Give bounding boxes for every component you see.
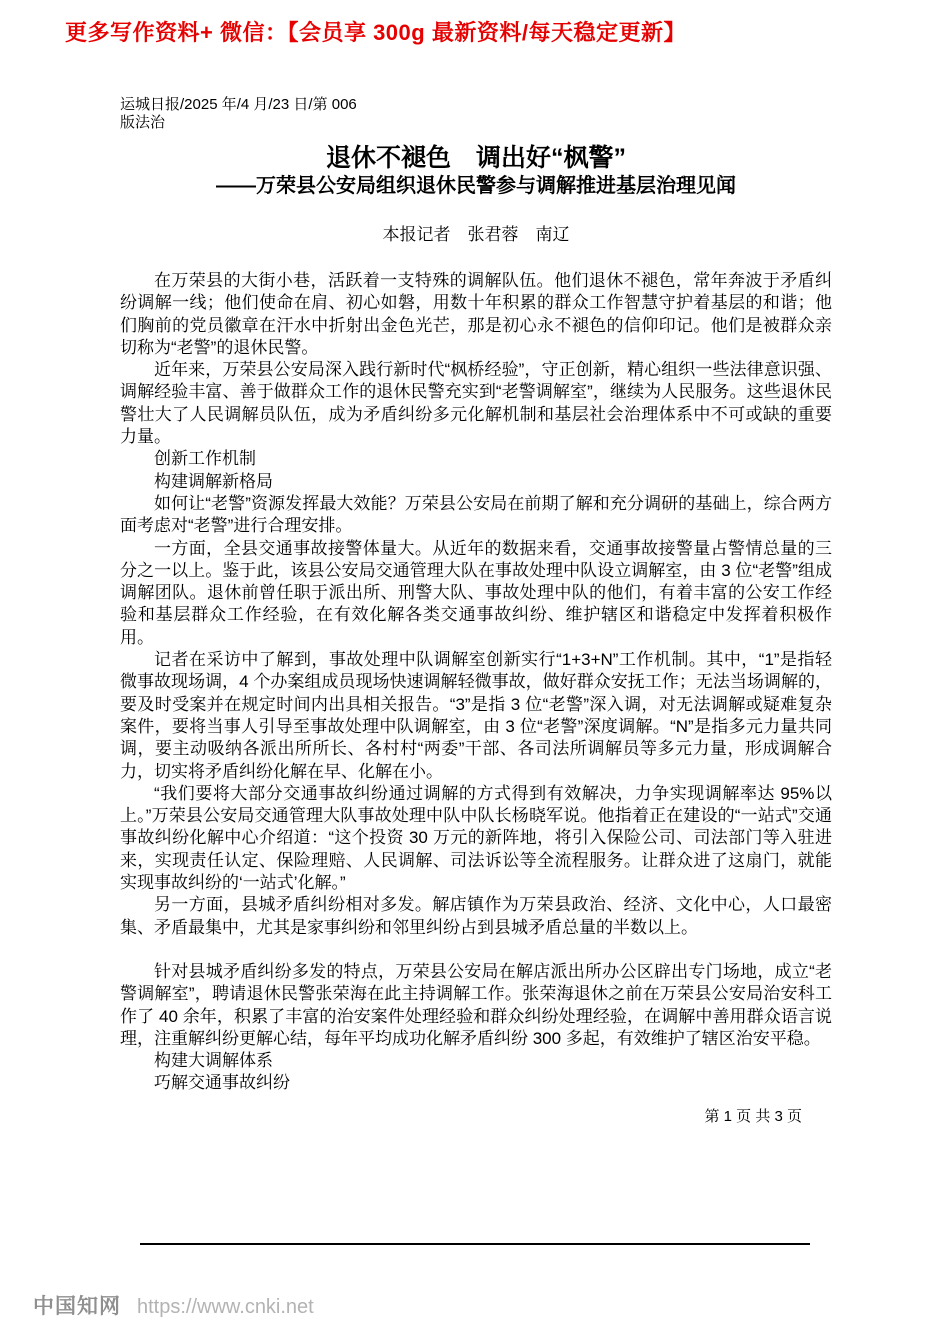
paragraph-county-disputes: 另一方面，县城矛盾纠纷相对多发。解店镇作为万荣县政治、经济、文化中心，人口最密集、矛盾最集中，尤其是家事纠纷和邻里纠纷占到县城矛盾总量的半数以上。: [120, 895, 832, 937]
article-column: [120, 96, 832, 1125]
paragraph-resource-planning: 如何让“老警”资源发挥最大效能？万荣县公安局在前期了解和充分调研的基础上，综合两方面考虑对“老警”进行合理安排。: [120, 493, 832, 536]
source-citation-line-1: 运城日报/2025 年/4 月/23 日/第 006: [120, 96, 357, 113]
paragraph-intro: 在万荣县的大街小巷，活跃着一支特殊的调解队伍。他们退休不褪色，常年奔波于矛盾纠纷调解一线；他们使命在肩、初心如磐，用数十年积累的群众工作智慧守护着基层的和谐；他们胸前的党员徽章在汗水中折射出金色光芒，那是初心永不褪色的信仰印记。他们是被群众亲切称为“老警”的退休民警。: [120, 271, 832, 357]
promo-banner: 更多写作资料+ 微信：【会员享 300g 最新资料/每天稳定更新】: [65, 20, 686, 45]
paragraph-1-3-n-mechanism: 记者在采访中了解到，事故处理中队调解室创新实行“1+3+N”工作机制。其中，“1”是指轻微事故现场调，4 个办案组成员现场快速调解轻微事故，做好群众安抚工作；无法当场调解的，要及时受案并在规定时间内出具相关报告。“3”是指 3 位“老警”深入调，对无法调解或疑难复杂案件，要将当事人引导至事故处理中队调解室，由 3 位“老警”深度调解。“N”是指多元力量共同调，要主动吸纳各派出所所长、各村村“两委”干部、各司法所调解员等多元力量，形成调解合力，切实将矛盾纠纷化解在早、化解在小。: [120, 650, 832, 781]
source-citation-line-2: 版法治: [120, 114, 166, 131]
paragraph-quote-yangxiaojun: “我们要将大部分交通事故纠纷通过调解的方式得到有效解决，力争实现调解率达 95%以上。”万荣县公安局交通管理大队事故处理中队中队长杨晓军说。他指着正在建设的“一站式”交通事故纠纷化解中心介绍道：“这个投资 30 万元的新阵地，将引入保险公司、司法部门等入驻进来，实现责任认定、保险理赔、人民调解、司法诉讼等全流程服务。让群众进了这扇门，就能实现事故纠纷的‘一站式’化解。”: [120, 783, 832, 893]
paragraph-zhangronghai: 针对县城矛盾纠纷多发的特点，万荣县公安局在解店派出所办公区辟出专门场地，成立“老警调解室”，聘请退休民警张荣海在此主持调解工作。张荣海退休之前在万荣县公安局治安科工作了 40 余年，积累了丰富的治安案件处理经验和群众纠纷处理经验，在调解中善用群众语言说理，注重解纠纷更解心结，每年平均成功化解矛盾纠纷 300 多起，有效维护了辖区治安平稳。: [120, 961, 832, 1048]
divider-line: [140, 1243, 810, 1245]
article-subtitle: ——万荣县公安局组织退休民警参与调解推进基层治理见闻: [216, 175, 736, 197]
page-indicator: 第 1 页 共 3 页: [704, 1107, 802, 1125]
section-heading-mediation-system: 构建大调解体系: [154, 1051, 273, 1071]
cnki-watermark: [33, 1290, 314, 1320]
article-title: 退休不褪色 调出好“枫警”: [325, 144, 626, 172]
section-heading-innovation: 创新工作机制: [154, 449, 256, 469]
section-heading-mediation-pattern: 构建调解新格局: [154, 471, 273, 491]
article-byline: 本报记者 张君蓉 南辽: [382, 225, 570, 244]
section-heading-traffic-disputes: 巧解交通事故纠纷: [154, 1073, 290, 1093]
paragraph-background: 近年来，万荣县公安局深入践行新时代“枫桥经验”，守正创新，精心组织一些法律意识强、调解经验丰富、善于做群众工作的退休民警充实到“老警调解室”，继续为人民服务。这些退休民警壮大了人民调解员队伍，成为矛盾纠纷多元化解机制和基层社会治理体系中不可或缺的重要力量。: [120, 360, 832, 447]
cnki-url-text: https://www.cnki.net: [137, 1296, 314, 1318]
cnki-logo-text: 中国知网: [33, 1295, 121, 1318]
paragraph-traffic-team: 一方面，全县交通事故接警体量大。从近年的数据来看，交通事故接警量占警情总量的三分之一以上。鉴于此，该县公安局交通管理大队在事故处理中队设立调解室，由 3 位“老警”组成调解团队。退休前曾任职于派出所、刑警大队、事故处理中队的他们，有着丰富的公安工作经验和基层群众工作经验，在有效化解各类交通事故纠纷、维护辖区和谐稳定中发挥着积极作用。: [120, 538, 832, 647]
